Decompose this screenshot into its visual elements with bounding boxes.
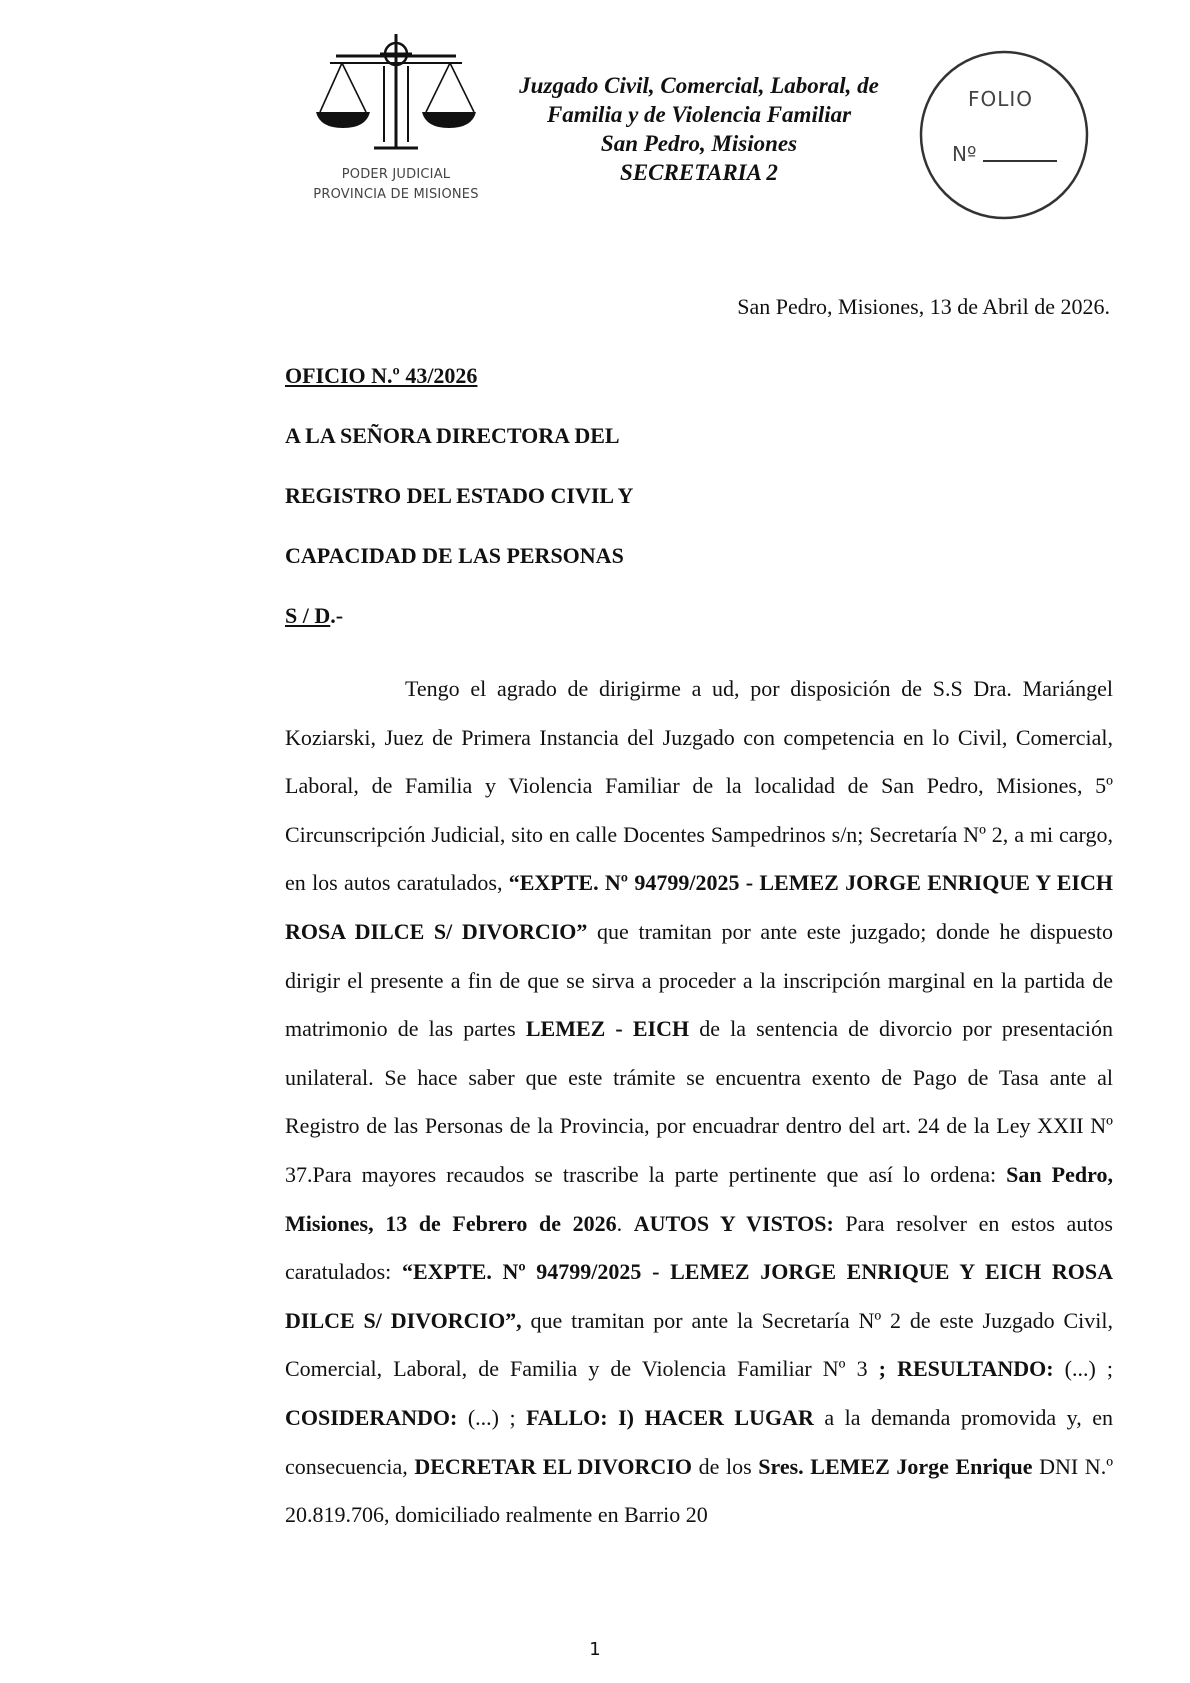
body-segment: a la demanda promovida y, en consecuencia, xyxy=(285,1404,1114,1479)
document-date: San Pedro, Misiones, 13 de Abril de 2026. xyxy=(737,294,1110,319)
sd-suffix: .- xyxy=(330,603,344,628)
resultando: ; RESULTANDO: xyxy=(878,1356,1054,1382)
court-header-line: San Pedro, Misiones xyxy=(600,131,798,156)
case-title: “EXPTE. Nº 94799/2025 - LEMEZ JORGE ENRIQUE Y EICH ROSA DILCE S/ DIVORCIO”, xyxy=(285,1259,1113,1333)
body-paragraph xyxy=(285,665,1113,1540)
folio-number-blank xyxy=(983,160,1057,162)
folio-label: FOLIO xyxy=(968,87,1034,111)
parties-name: LEMEZ - EICH xyxy=(525,1016,690,1042)
page-number: 1 xyxy=(589,1639,601,1660)
considerando: COSIDERANDO: xyxy=(285,1404,458,1430)
court-header-line: Juzgado Civil, Comercial, Laboral, de xyxy=(519,73,879,98)
body-segment: DNI N.º 20.819.706, domiciliado realmente en Barrio 20 xyxy=(285,1453,1114,1528)
logo-text-provincia: PROVINCIA DE MISIONES xyxy=(313,187,479,202)
addressee-sd xyxy=(285,603,343,629)
body-segment: (...) ; xyxy=(457,1404,527,1430)
oficio-number: OFICIO N.º 43/2026 xyxy=(285,363,478,388)
court-header xyxy=(504,71,894,187)
folio-circle-icon xyxy=(918,49,1090,221)
body-segment: Para resolver en estos autos caratulados: xyxy=(285,1210,1113,1285)
case-title: “EXPTE. Nº 94799/2025 - LEMEZ JORGE ENRIQUE Y EICH ROSA DILCE S/ DIVORCIO” xyxy=(285,870,1113,944)
decretar-divorcio: DECRETAR EL DIVORCIO xyxy=(414,1453,692,1479)
body-segment: de la sentencia de divorcio por presentación unilateral. Se hace saber que este trámite se encuentra exento de Pago de Tasa ante al Registro de las Personas de la Provincia, por encuadrar dentro del art. 24 de la Ley XXII Nº 37.Para mayores recaudos se trascribe la parte pertinente que así lo ordena: xyxy=(285,1016,1113,1187)
sd-text: S / D xyxy=(285,603,331,628)
addressee-line: CAPACIDAD DE LAS PERSONAS xyxy=(285,543,624,568)
addressee-line: REGISTRO DEL ESTADO CIVIL Y xyxy=(285,483,634,508)
folio-stamp xyxy=(918,49,1090,221)
folio-number-label: Nº xyxy=(952,142,977,166)
body-segment: que tramitan por ante la Secretaría Nº 2 de este Juzgado Civil, Comercial, Laboral, de Familia y de Violencia Familiar Nº 3 xyxy=(285,1307,1113,1382)
judicial-logo xyxy=(296,30,496,210)
party-name: Sres. LEMEZ Jorge Enrique xyxy=(758,1453,1033,1479)
autos-y-vistos: AUTOS Y VISTOS: xyxy=(633,1210,834,1236)
body-segment: . xyxy=(616,1210,634,1236)
body-segment: que tramitan por ante este juzgado; donde he dispuesto dirigir el presente a fin de que se sirva a proceder a la inscripción marginal en la partida de matrimonio de las partes xyxy=(285,918,1113,1042)
logo-text-poder-judicial: PODER JUDICIAL xyxy=(341,167,451,182)
body-segment: Tengo el agrado de dirigirme a ud, por disposición de S.S Dra. Mariángel Koziarski, Juez de Primera Instancia del Juzgado con competencia en lo Civil, Comercial, Laboral, de Familia y Violencia Familiar de la localidad de San Pedro, Misiones, 5º Circunscripción Judicial, sito en calle Docentes Sampedrinos s/n; Secretaría Nº 2, a mi cargo, en los autos caratulados, xyxy=(285,676,1113,896)
scales-of-justice-icon xyxy=(314,30,478,165)
body-text xyxy=(285,665,1113,1540)
body-segment: de los xyxy=(692,1453,759,1479)
addressee-line: A LA SEÑORA DIRECTORA DEL xyxy=(285,423,620,448)
court-header-line: Familia y de Violencia Familiar xyxy=(546,102,852,127)
body-segment: (...) ; xyxy=(1053,1356,1113,1382)
court-header-line: SECRETARIA 2 xyxy=(620,160,778,185)
fallo: FALLO: I) HACER LUGAR xyxy=(526,1404,814,1430)
resolution-date: San Pedro, Misiones, 13 de Febrero de 2026 xyxy=(285,1161,1113,1236)
